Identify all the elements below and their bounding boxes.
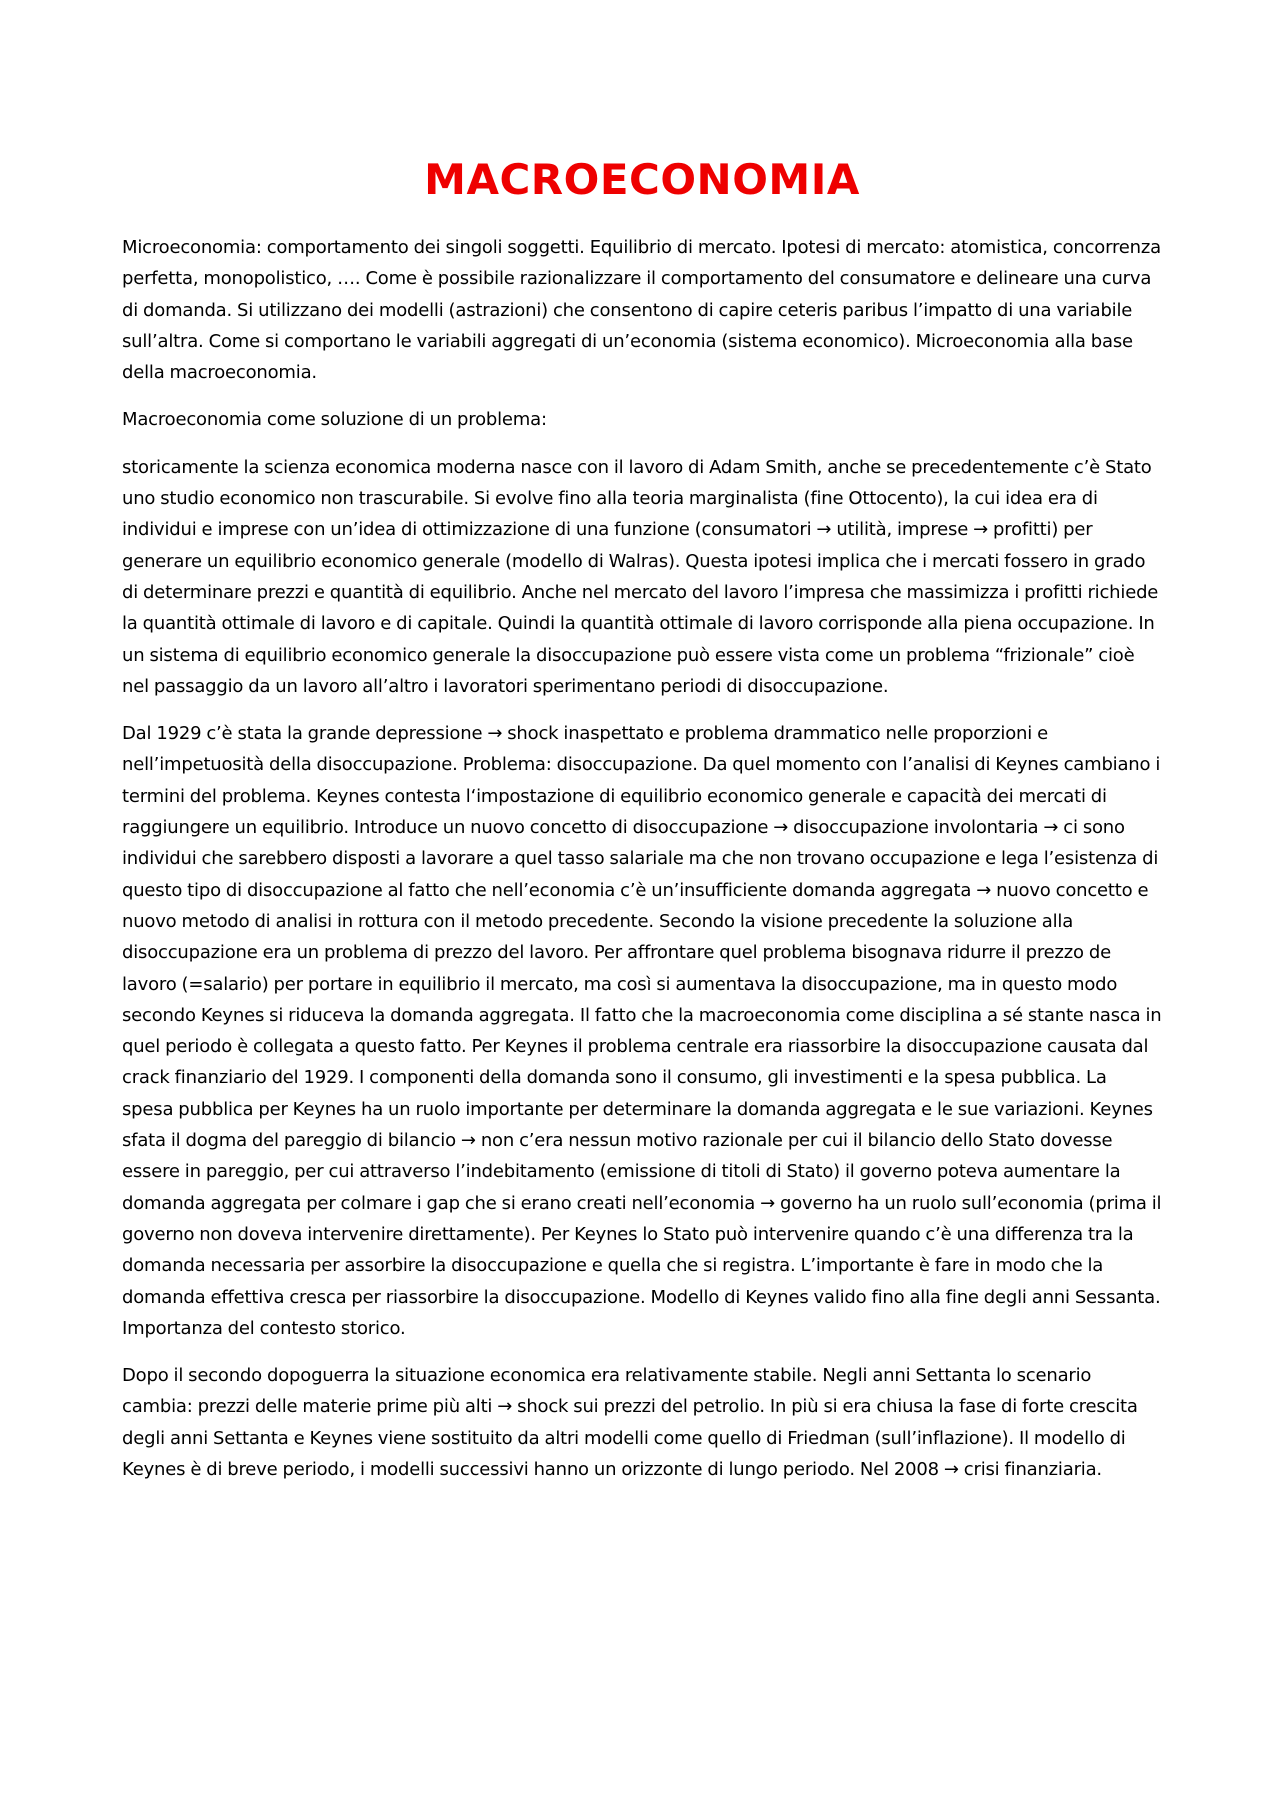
paragraph-dopoguerra: Dopo il secondo dopoguerra la situazione economica era relativamente stabile. Negli anni Settanta lo scenario cambia: prezzi delle materie prime più alti → shock sui prezzi del petrolio. In più si era chiusa la fase di forte crescita degli anni Settanta e Keynes viene sostituito da altri modelli come quello di Friedman (sull’inflazione). Il modello di Keynes è di breve periodo, i modelli successivi hanno un orizzonte di lungo periodo. Nel 2008 → crisi finanziaria.	[122, 1365, 1138, 1480]
document-page	[122, 150, 1162, 1501]
paragraph-microeconomia: Microeconomia: comportamento dei singoli soggetti. Equilibrio di mercato. Ipotesi di mercato: atomistica, concorrenza perfetta, monopolistico, …. Come è possibile razionalizzare il comportamento del consumatore e delineare una curva di domanda. Si utilizzano dei modelli (astrazioni) che consentono di capire ceteris paribus l’impatto di una variabile sull’altra. Come si comportano le variabili aggregati di un’economia (sistema economico). Microeconomia alla base della macroeconomia.	[122, 237, 1161, 384]
paragraph-storia-economica: storicamente la scienza economica moderna nasce con il lavoro di Adam Smith, anche se precedentemente c’è Stato uno studio economico non trascurabile. Si evolve fino alla teoria marginalista (fine Ottocento), la cui idea era di individui e imprese con un’idea di ottimizzazione di una funzione (consumatori → utilità, imprese → profitti) per generare un equilibrio economico generale (modello di Walras). Questa ipotesi implica che i mercati fossero in grado di determinare prezzi e quantità di equilibrio. Anche nel mercato del lavoro l’impresa che massimizza i profitti richiede la quantità ottimale di lavoro e di capitale. Quindi la quantità ottimale di lavoro corrisponde alla piena occupazione. In un sistema di equilibrio economico generale la disoccupazione può essere vista come un problema “frizionale” cioè nel passaggio da un lavoro all’altro i lavoratori sperimentano periodi di disoccupazione.	[122, 456, 1159, 697]
paragraph-macroeconomia-intro: Macroeconomia come soluzione di un problema:	[122, 409, 547, 431]
document-title: MACROECONOMIA	[424, 155, 860, 204]
paragraph-keynes: Dal 1929 c’è stata la grande depressione → shock inaspettato e problema drammatico nelle proporzioni e nell’impetuosità della disoccupazione. Problema: disoccupazione. Da quel momento con l’analisi di Keynes cambiano i termini del problema. Keynes contesta l‘impostazione di equilibrio economico generale e capacità dei mercati di raggiungere un equilibrio. Introduce un nuovo concetto di disoccupazione → disoccupazione involontaria → ci sono individui che sarebbero disposti a lavorare a quel tasso salariale ma che non trovano occupazione e lega l’esistenza di questo tipo di disoccupazione al fatto che nell’economia c’è un’insufficiente domanda aggregata → nuovo concetto e nuovo metodo di analisi in rottura con il metodo precedente. Secondo la visione precedente la soluzione alla disoccupazione era un problema di prezzo del lavoro. Per affrontare quel problema bisognava ridurre il prezzo de lavoro (=salario) per portare in equilibrio il mercato, ma così si aumentava la disoccupazione, ma in questo modo secondo Keynes si riduceva la domanda aggregata. Il fatto che la macroeconomia come disciplina a sé stante nasca in quel periodo è collegata a questo fatto. Per Keynes il problema centrale era riassorbire la disoccupazione causata dal crack finanziario del 1929. I componenti della domanda sono il consumo, gli investimenti e la spesa pubblica. La spesa pubblica per Keynes ha un ruolo importante per determinare la domanda aggregata e le sue variazioni. Keynes sfata il dogma del pareggio di bilancio → non c’era nessun motivo razionale per cui il bilancio dello Stato dovesse essere in pareggio, per cui attraverso l’indebitamento (emissione di titoli di Stato) il governo poteva aumentare la domanda aggregata per colmare i gap che si erano creati nell’economia → governo ha un ruolo sull’economia (prima il governo non doveva intervenire direttamente). Per Keynes lo Stato può intervenire quando c’è una differenza tra la domanda necessaria per assorbire la disoccupazione e quella che si registra. L’importante è fare in modo che la domanda effettiva cresca per riassorbire la disoccupazione. Modello di Keynes valido fino alla fine degli anni Sessanta. Importanza del contesto storico.	[122, 723, 1162, 1339]
